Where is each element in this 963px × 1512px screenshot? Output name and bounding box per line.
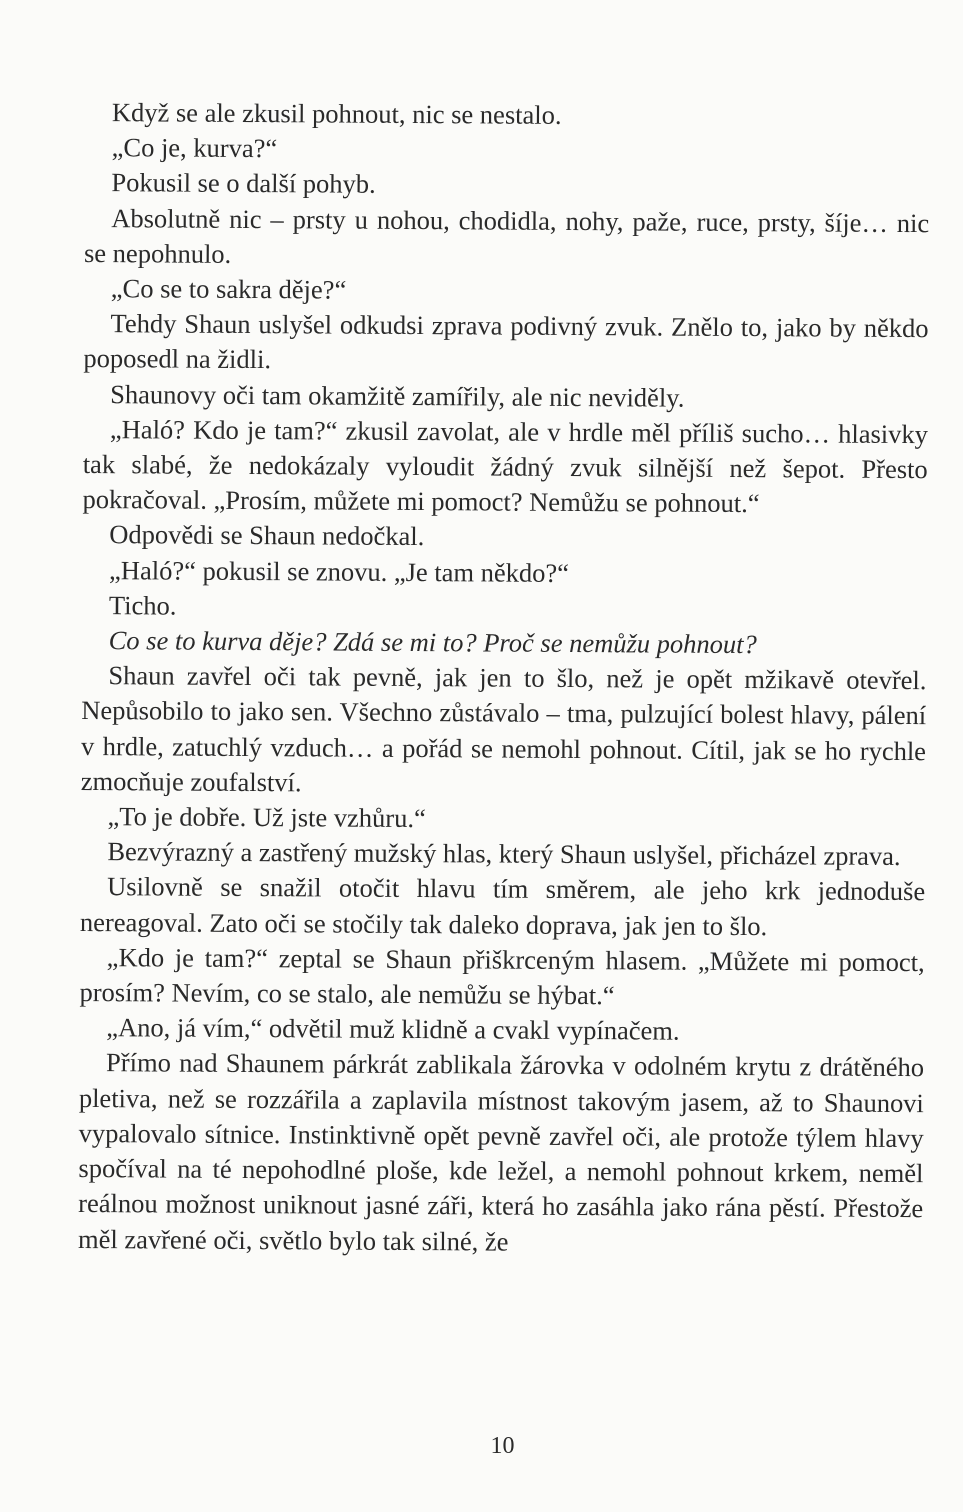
paragraph: „Kdo je tam?“ zeptal se Shaun přiškrceným hlasem. „Můžete mi pomoct, prosím? Nevím, co se stalo, ale nemůžu se hýbat.“ — [79, 942, 925, 1011]
paragraph: Přímo nad Shaunem párkrát zablikala žárovka v odolném krytu z drátěného pletiva, než se rozzářila a zaplavila místnost takovým jasem, až to Shaunovi vypalovalo sítnice. Instinktivně opět pevně zavřel oči, ale protože týlem hlavy spočíval na té nepohodlné ploše, kde ležel, a nemohl pohnout krkem, neměl reálnou možnost uniknout jasné záři, která ho zasáhla jako rána pěstí. Přestože měl zavřené oči, světlo bylo tak silné, že — [77, 1047, 925, 1257]
paragraph: „Co je, kurva?“ — [111, 132, 278, 164]
paragraph: „To je dobře. Už jste vzhůru.“ — [107, 801, 426, 834]
paragraph: „Haló? Kdo je tam?“ zkusil zavolat, ale v hrdle měl příliš sucho… hlasivky tak slabé, že nedokázaly vyloudit žádný zvuk silnější než šepot. Přesto pokračoval. „Prosím, můžete mi pomoct? Nemůžu se pohnout.“ — [82, 413, 929, 519]
paragraph-italic-thought: Co se to kurva děje? Zdá se mi to? Proč se nemůžu pohnout? — [108, 625, 757, 660]
paragraph: Bezvýrazný a zastřený mužský hlas, který Shaun uslyšel, přicházel zprava. — [107, 836, 901, 872]
body-text — [78, 95, 930, 1262]
paragraph: „Ano, já vím,“ odvětil muž klidně a cvakl vypínačem. — [106, 1012, 680, 1046]
paragraph: Tehdy Shaun uslyšel odkudsi zprava podivný zvuk. Znělo to, jako by někdo poposedl na židli. — [83, 308, 929, 375]
paragraph: Usilovně se snažil otočit hlavu tím směrem, ale jeho krk jednoduše nereagoval. Zato oči se stočily tak daleko doprava, jak jen to šlo. — [79, 871, 926, 941]
paragraph: „Co se to sakra děje?“ — [110, 273, 347, 305]
paragraph: „Haló?“ pokusil se znovu. „Je tam někdo?“ — [109, 554, 570, 588]
paragraph: Odpovědi se Shaun nedočkal. — [109, 519, 425, 552]
paragraph: Shaun zavřel oči tak pevně, jak jen to šlo, než je opět mžikavě otevřel. Nepůsobilo to jako sen. Všechno zůstávalo – tma, pulzující bolest hlavy, pálení v hrdle, zatuchlý vzduch… a pořád se nemohl pohnout. Cítil, jak se ho rychle zmocňuje zoufalství. — [80, 660, 927, 798]
paragraph: Ticho. — [108, 589, 177, 621]
paragraph: Absolutně nic – prsty u nohou, chodidla, nohy, paže, ruce, prsty, šíje… nic se nepohnulo. — [83, 202, 930, 269]
page-number: 10 — [490, 1433, 515, 1459]
paragraph: Když se ale zkusil pohnout, nic se nestalo. — [111, 97, 562, 130]
paragraph: Pokusil se o další pohyb. — [111, 167, 376, 200]
paragraph: Shaunovy oči tam okamžitě zamířily, ale nic neviděly. — [110, 378, 685, 413]
